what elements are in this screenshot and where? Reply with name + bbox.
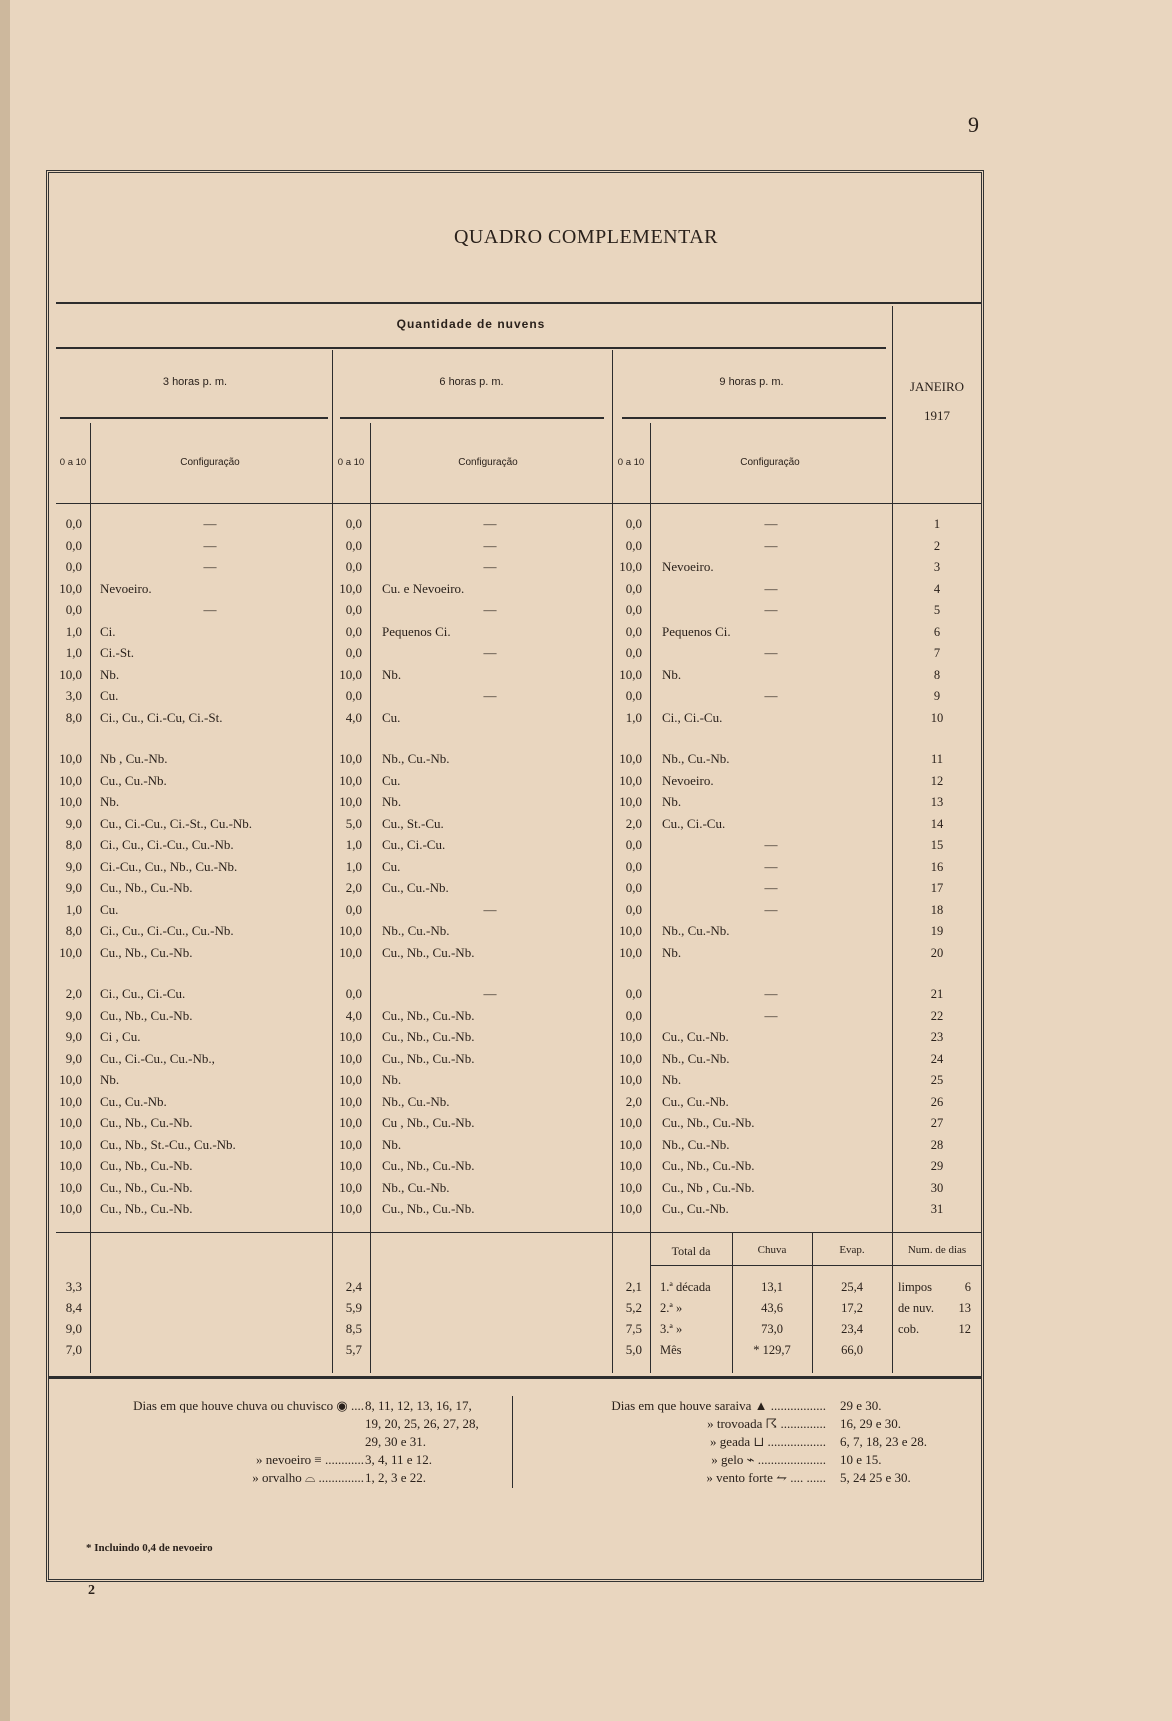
cloud-config-6h: Nb., Cu.-Nb. — [382, 751, 450, 766]
cloud-config-6h: Cu., Nb., Cu.-Nb. — [382, 944, 475, 960]
cloud-config-3h: Nb. — [100, 666, 120, 682]
day-number: 21 — [930, 987, 944, 1001]
cloud-amount-3h: 0,0 — [65, 516, 82, 531]
cloud-config-6h: — — [483, 986, 497, 1001]
cloud-config-6h: Nb. — [382, 1072, 402, 1087]
cloud-amount-9h: 0,0 — [625, 1007, 642, 1023]
cloud-amount-6h: 10,0 — [339, 923, 362, 938]
cloud-config-9h: — — [764, 986, 778, 1001]
cloud-amount-9h: 0,0 — [625, 623, 642, 639]
cloud-config-3h: Cu., Nb., Cu.-Nb. — [100, 880, 193, 895]
cloud-config-3h: Ci.-Cu., Cu., Nb., Cu.-Nb. — [100, 858, 238, 874]
cloud-amount-9h: 10,0 — [619, 1115, 642, 1130]
cloud-amount-3h: 10,0 — [59, 1115, 82, 1130]
cloud-config-9h: — — [764, 688, 778, 703]
cloud-config-3h: Nb. — [100, 794, 120, 809]
cloud-amount-3h: 1,0 — [65, 645, 82, 660]
cloud-config-3h: — — [203, 559, 217, 574]
cloud-amount-9h: 0,0 — [625, 516, 642, 531]
cloud-amount-6h: 10,0 — [339, 1115, 362, 1130]
cloud-amount-6h: 10,0 — [339, 1072, 362, 1087]
cloud-amount-6h: 10,0 — [339, 580, 362, 596]
scale-header-6h: 0 a 10 — [337, 457, 365, 468]
cloud-config-9h: Pequenos Ci. — [662, 623, 731, 639]
cloud-amount-3h: 3,0 — [65, 688, 82, 703]
cloud-amount-9h: 0,0 — [625, 986, 642, 1001]
cloud-amount-9h: 1,0 — [625, 709, 642, 725]
cloud-amount-9h: 10,0 — [619, 944, 642, 960]
page-number: 9 — [968, 112, 979, 137]
cloud-config-6h: Nb. — [382, 794, 402, 809]
cloud-config-9h: Nb., Cu.-Nb. — [662, 1050, 730, 1066]
cloud-config-6h: — — [483, 688, 497, 703]
cloud-config-9h: Nevoeiro. — [662, 772, 714, 788]
cloud-amount-6h: 10,0 — [339, 944, 362, 960]
cloud-config-3h: Nevoeiro. — [100, 580, 152, 596]
dias-label: cob. — [898, 1322, 920, 1336]
cloud-config-9h: Cu., Cu.-Nb. — [662, 1029, 729, 1044]
cloud-amount-3h: 1,0 — [65, 901, 82, 917]
cloud-amount-3h: 10,0 — [59, 1136, 82, 1152]
cloud-config-6h: Cu. — [382, 772, 401, 788]
cloud-config-6h: Cu., Ci.-Cu. — [382, 837, 446, 852]
cloud-amount-6h: 0,0 — [345, 559, 362, 574]
day-number: 5 — [933, 603, 941, 617]
footer-right-value: 5, 24 25 e 30. — [840, 1470, 911, 1485]
period-rule-3h — [60, 417, 328, 419]
footer-right-label: » vento forte ⥊ .... ...... — [706, 1470, 826, 1485]
cloud-config-9h: Nb. — [662, 666, 682, 682]
cloud-config-3h: Cu., Nb., Cu.-Nb. — [100, 1007, 193, 1023]
cloud-amount-9h: 10,0 — [619, 1136, 642, 1152]
cloud-config-6h: Cu. — [382, 858, 401, 874]
cloud-amount-9h: 10,0 — [619, 1179, 642, 1195]
day-number: 22 — [930, 1008, 944, 1023]
cloud-amount-3h: 10,0 — [59, 1093, 82, 1109]
footer-right-value: 10 e 15. — [840, 1452, 882, 1467]
cloud-amount-6h: 0,0 — [345, 516, 362, 531]
cloud-config-3h: Ci , Cu. — [100, 1029, 141, 1044]
day-number: 4 — [933, 581, 941, 596]
cloud-config-3h: Cu., Nb., Cu.-Nb. — [100, 1179, 193, 1195]
chuva-value: 73,0 — [761, 1322, 783, 1336]
cloud-amount-3h: 10,0 — [59, 944, 82, 960]
cloud-config-3h: Cu. — [100, 901, 119, 917]
day-number: 18 — [930, 902, 944, 917]
summary-header-total: Total da — [671, 1244, 711, 1258]
scale-header-3h: 0 a 10 — [59, 457, 87, 468]
day-number: 8 — [933, 667, 941, 682]
cloud-amount-6h: 10,0 — [339, 772, 362, 788]
cloud-amount-6h: 10,0 — [339, 1179, 362, 1195]
cloud-config-6h: Nb., Cu.-Nb. — [382, 1093, 450, 1109]
day-number: 15 — [930, 838, 944, 852]
cloud-config-6h: Nb., Cu.-Nb. — [382, 923, 450, 938]
cloud-amount-6h: 2,0 — [345, 880, 362, 895]
cloud-amount-9h: 10,0 — [619, 666, 642, 682]
cloud-config-6h: Cu., St.-Cu. — [382, 815, 444, 831]
period-label: 1.ª década — [660, 1280, 711, 1294]
footer-right-value: 16, 29 e 30. — [840, 1416, 902, 1431]
cloud-config-9h: Ci., Ci.-Cu. — [662, 709, 723, 725]
cloud-config-9h: — — [764, 645, 778, 660]
dias-label: limpos — [898, 1280, 933, 1294]
cloud-amount-9h: 2,0 — [625, 815, 642, 831]
cloud-config-6h: Cu , Nb., Cu.-Nb. — [382, 1115, 475, 1130]
cloud-config-6h: Pequenos Ci. — [382, 623, 451, 639]
cloud-amount-6h: 1,0 — [345, 837, 362, 852]
cloud-amount-9h: 10,0 — [619, 1050, 642, 1066]
day-number: 26 — [930, 1094, 944, 1109]
day-number: 20 — [930, 945, 944, 960]
footer-right-value: 6, 7, 18, 23 e 28. — [840, 1434, 928, 1449]
cloud-config-3h: Cu., Ci.-Cu., Cu.-Nb., — [100, 1050, 215, 1066]
mean-9h: 2,1 — [625, 1279, 642, 1294]
footer-left-value: 3, 4, 11 e 12. — [365, 1452, 433, 1467]
cloud-config-3h: Cu., Cu.-Nb. — [100, 1093, 167, 1109]
cloud-config-3h: Cu., Nb., Cu.-Nb. — [100, 1201, 193, 1216]
period-label: 3.ª » — [660, 1322, 683, 1336]
cloud-config-9h: Cu., Ci.-Cu. — [662, 815, 726, 831]
day-number: 13 — [930, 795, 944, 809]
cloud-config-9h: Nb., Cu.-Nb. — [662, 1136, 730, 1152]
cloud-config-3h: Nb. — [100, 1072, 120, 1087]
cloud-config-6h: Cu., Nb., Cu.-Nb. — [382, 1201, 475, 1216]
cloud-amount-9h: 0,0 — [625, 602, 642, 617]
cloud-config-9h: Cu., Nb , Cu.-Nb. — [662, 1179, 755, 1195]
cloud-amount-9h: 10,0 — [619, 794, 642, 809]
summary-header-evap: Evap. — [839, 1244, 865, 1256]
cloud-amount-6h: 0,0 — [345, 688, 362, 703]
cloud-config-3h: Cu., Nb., St.-Cu., Cu.-Nb. — [100, 1136, 236, 1152]
cloud-config-3h: Ci., Cu., Ci.-Cu., Cu.-Nb. — [100, 923, 234, 938]
chuva-value: * 129,7 — [753, 1343, 791, 1357]
mean-3h: 3,3 — [65, 1279, 82, 1294]
cloud-amount-3h: 10,0 — [59, 580, 82, 596]
cloud-config-6h: — — [483, 537, 497, 553]
col-rule-3 — [370, 423, 371, 1373]
scale-header-9h: 0 a 10 — [617, 457, 645, 468]
period-label: Mês — [660, 1343, 682, 1357]
period-rule-9h — [622, 417, 886, 419]
cloud-amount-3h: 2,0 — [65, 986, 82, 1001]
cloud-config-6h: — — [483, 602, 497, 617]
cloud-amount-6h: 0,0 — [345, 602, 362, 617]
cloud-amount-3h: 10,0 — [59, 1158, 82, 1173]
cloud-config-6h: Nb. — [382, 1136, 402, 1152]
footer-right-value: 29 e 30. — [840, 1398, 882, 1413]
cloud-amount-3h: 10,0 — [59, 1072, 82, 1087]
mean-9h: 5,2 — [625, 1300, 642, 1315]
day-number: 31 — [930, 1202, 944, 1216]
cloud-amount-3h: 9,0 — [65, 1050, 82, 1066]
cloud-config-9h: — — [764, 516, 778, 531]
cloud-config-6h: Nb., Cu.-Nb. — [382, 1179, 450, 1195]
cloud-config-3h: Cu., Ci.-Cu., Ci.-St., Cu.-Nb. — [100, 815, 253, 831]
cloud-config-6h: — — [483, 645, 497, 660]
mean-9h: 7,5 — [625, 1321, 642, 1336]
cloud-config-9h: Nb. — [662, 1072, 682, 1087]
day-number: 14 — [930, 816, 944, 831]
cloud-amount-3h: 0,0 — [65, 537, 82, 553]
cloud-config-9h: Nb., Cu.-Nb. — [662, 751, 730, 766]
cloud-config-9h: Nb. — [662, 944, 682, 960]
cloud-amount-6h: 4,0 — [345, 1007, 362, 1023]
cloud-amount-6h: 10,0 — [339, 1136, 362, 1152]
cloud-amount-9h: 10,0 — [619, 1029, 642, 1044]
cloud-amount-3h: 8,0 — [65, 709, 82, 725]
cloud-amount-9h: 10,0 — [619, 1072, 642, 1087]
cloud-amount-3h: 10,0 — [59, 751, 82, 766]
cloud-config-3h: Cu. — [100, 688, 119, 703]
cloud-amount-3h: 10,0 — [59, 794, 82, 809]
cloud-amount-3h: 8,0 — [65, 923, 82, 938]
day-number: 12 — [930, 773, 944, 788]
col-rule-1 — [90, 423, 91, 1373]
footer-rule — [49, 1376, 981, 1379]
cloud-amount-3h: 0,0 — [65, 602, 82, 617]
cloud-config-9h: — — [764, 602, 778, 617]
cloud-config-3h: Cu., Nb., Cu.-Nb. — [100, 944, 193, 960]
dias-value: 6 — [964, 1280, 971, 1294]
footer-left-value: 19, 20, 25, 26, 27, 28, — [365, 1416, 479, 1431]
cloud-amount-6h: 0,0 — [345, 986, 362, 1001]
mean-3h: 9,0 — [65, 1321, 82, 1336]
cloud-amount-9h: 10,0 — [619, 923, 642, 938]
cloud-config-9h: Nb., Cu.-Nb. — [662, 923, 730, 938]
day-number: 28 — [930, 1137, 944, 1152]
footer-left-value: 1, 2, 3 e 22. — [365, 1470, 427, 1485]
cloud-amount-6h: 10,0 — [339, 1093, 362, 1109]
footer-left-value: 8, 11, 12, 13, 16, 17, — [365, 1398, 472, 1413]
cloud-amount-6h: 4,0 — [345, 709, 362, 725]
footer-left-label: » orvalho ⌓ .............. — [252, 1470, 364, 1485]
dias-label: de nuv. — [898, 1301, 934, 1315]
day-number: 27 — [930, 1116, 944, 1130]
cloud-amount-6h: 0,0 — [345, 901, 362, 917]
chuva-value: 43,6 — [761, 1301, 783, 1315]
cloud-amount-3h: 9,0 — [65, 1007, 82, 1023]
dias-value: 12 — [958, 1322, 971, 1336]
evap-value: 23,4 — [841, 1322, 863, 1336]
cloud-amount-6h: 10,0 — [339, 1050, 362, 1066]
cloud-config-9h: — — [764, 580, 778, 596]
cloud-config-9h: Cu., Cu.-Nb. — [662, 1201, 729, 1216]
cloud-config-3h: Cu., Nb., Cu.-Nb. — [100, 1158, 193, 1173]
day-number: 7 — [933, 646, 941, 660]
header-rule-top — [56, 302, 981, 304]
cloud-config-9h: Cu., Nb., Cu.-Nb. — [662, 1158, 755, 1173]
cloud-config-9h: Nevoeiro. — [662, 559, 714, 574]
period-label: 2.ª » — [660, 1301, 683, 1315]
cloud-config-3h: Nb , Cu.-Nb. — [100, 751, 168, 766]
cloud-amount-3h: 10,0 — [59, 772, 82, 788]
cloud-amount-3h: 9,0 — [65, 858, 82, 874]
cloud-amount-9h: 10,0 — [619, 1201, 642, 1216]
cloud-amount-6h: 0,0 — [345, 645, 362, 660]
cloud-amount-9h: 0,0 — [625, 645, 642, 660]
footer-number: 2 — [88, 1583, 95, 1598]
cloud-config-6h: — — [483, 516, 497, 531]
day-number: 17 — [930, 881, 944, 895]
cloud-config-3h: Ci., Cu., Ci.-Cu. — [100, 986, 186, 1001]
mean-6h: 5,9 — [345, 1300, 362, 1315]
cloud-config-6h: Cu., Nb., Cu.-Nb. — [382, 1007, 475, 1023]
cloud-config-9h: Nb. — [662, 794, 682, 809]
cloud-config-9h: Cu., Nb., Cu.-Nb. — [662, 1115, 755, 1130]
cloud-config-6h: Cu. — [382, 709, 401, 725]
cloud-amount-3h: 8,0 — [65, 837, 82, 852]
cloud-config-3h: Cu., Cu.-Nb. — [100, 772, 167, 788]
cloud-config-9h: — — [764, 1007, 778, 1023]
cloud-amount-6h: 0,0 — [345, 623, 362, 639]
group-rule — [56, 347, 886, 349]
cloud-amount-3h: 1,0 — [65, 623, 82, 639]
cloud-config-9h: — — [764, 537, 778, 553]
period-6h: 6 horas p. m. — [439, 376, 504, 388]
day-number: 25 — [930, 1073, 944, 1087]
footer-right-label: Dias em que houve saraiva ▲ ................. — [611, 1398, 826, 1413]
mean-3h: 8,4 — [65, 1300, 82, 1315]
cloud-amount-6h: 10,0 — [339, 794, 362, 809]
cloud-config-3h: — — [203, 516, 217, 531]
cloud-amount-3h: 10,0 — [59, 1201, 82, 1216]
footnote: * Incluindo 0,4 de nevoeiro — [86, 1542, 213, 1554]
mean-9h: 5,0 — [625, 1342, 642, 1357]
cloud-amount-3h: 0,0 — [65, 559, 82, 574]
config-header-3h: Configuração — [180, 457, 240, 468]
footer-left-label: » nevoeiro ≡ ............ — [255, 1452, 364, 1467]
cloud-amount-6h: 10,0 — [339, 666, 362, 682]
dias-value: 13 — [958, 1301, 971, 1315]
day-number: 3 — [933, 560, 941, 574]
cloud-amount-6h: 1,0 — [345, 858, 362, 874]
summary-header-dias: Num. de dias — [907, 1244, 967, 1256]
cloud-amount-6h: 5,0 — [345, 815, 362, 831]
cloud-amount-9h: 0,0 — [625, 837, 642, 852]
cloud-amount-9h: 0,0 — [625, 880, 642, 895]
summary-rule — [56, 1232, 981, 1233]
chuva-value: 13,1 — [761, 1280, 783, 1294]
day-number: 19 — [930, 924, 944, 938]
cloud-config-6h: — — [483, 901, 497, 917]
cloud-config-6h: Nb. — [382, 666, 402, 682]
cloud-amount-9h: 10,0 — [619, 772, 642, 788]
cloud-amount-6h: 10,0 — [339, 1201, 362, 1216]
mean-6h: 5,7 — [345, 1342, 362, 1357]
cloud-amount-3h: 10,0 — [59, 666, 82, 682]
day-number: 24 — [930, 1051, 944, 1066]
cloud-config-9h: Cu., Cu.-Nb. — [662, 1093, 729, 1109]
cloud-amount-9h: 2,0 — [625, 1093, 642, 1109]
cloud-amount-9h: 10,0 — [619, 559, 642, 574]
cloud-amount-3h: 9,0 — [65, 815, 82, 831]
cloud-config-6h: — — [483, 559, 497, 574]
footer-left-label: Dias em que houve chuva ou chuvisco ◉ .... — [133, 1398, 364, 1413]
day-number: 16 — [930, 859, 944, 874]
cloud-amount-9h: 0,0 — [625, 858, 642, 874]
cloud-config-3h: Ci., Cu., Ci.-Cu, Ci.-St. — [100, 709, 223, 725]
config-header-6h: Configuração — [458, 457, 518, 468]
footer-divider — [512, 1396, 513, 1488]
cloud-config-3h: — — [203, 537, 217, 553]
day-number: 9 — [933, 689, 941, 703]
day-number: 6 — [933, 624, 941, 639]
day-number: 30 — [930, 1180, 944, 1195]
cloud-config-9h: — — [764, 901, 778, 917]
day-number: 23 — [930, 1030, 944, 1044]
day-number: 1 — [933, 517, 941, 531]
cloud-config-3h: Ci.-St. — [100, 645, 134, 660]
evap-value: 17,2 — [841, 1301, 863, 1315]
footer-right-label: » trovoada ☈ .............. — [707, 1416, 826, 1431]
day-number: 2 — [933, 538, 941, 553]
cloud-config-9h: — — [764, 880, 778, 895]
mean-3h: 7,0 — [65, 1342, 82, 1357]
cloud-amount-9h: 0,0 — [625, 901, 642, 917]
cloud-amount-6h: 10,0 — [339, 751, 362, 766]
year-label: 1917 — [924, 408, 950, 423]
cloud-amount-3h: 9,0 — [65, 880, 82, 895]
cloud-amount-9h: 0,0 — [625, 580, 642, 596]
cloud-config-6h: Cu., Cu.-Nb. — [382, 880, 449, 895]
cloud-config-3h: Ci. — [100, 623, 116, 639]
cloud-config-9h: — — [764, 837, 778, 852]
day-number: 10 — [930, 710, 944, 725]
cloud-amount-6h: 10,0 — [339, 1158, 362, 1173]
footer-right-label: » geada ⊔ .................. — [710, 1434, 826, 1449]
cloud-config-6h: Cu., Nb., Cu.-Nb. — [382, 1029, 475, 1044]
cloud-config-3h: — — [203, 602, 217, 617]
cloud-config-6h: Cu., Nb., Cu.-Nb. — [382, 1050, 475, 1066]
cloud-amount-3h: 9,0 — [65, 1029, 82, 1044]
cloud-config-3h: Cu., Nb., Cu.-Nb. — [100, 1115, 193, 1130]
evap-value: 25,4 — [841, 1280, 863, 1294]
cloud-config-6h: Cu., Nb., Cu.-Nb. — [382, 1158, 475, 1173]
cloud-amount-6h: 0,0 — [345, 537, 362, 553]
mean-6h: 8,5 — [345, 1321, 362, 1336]
day-number: 11 — [930, 752, 944, 766]
period-9h: 9 horas p. m. — [719, 376, 784, 388]
period-rule-6h — [340, 417, 604, 419]
cloud-amount-9h: 0,0 — [625, 688, 642, 703]
config-header-9h: Configuração — [740, 457, 800, 468]
summary-header-chuva: Chuva — [757, 1244, 787, 1256]
period-3h: 3 horas p. m. — [162, 376, 228, 388]
cloud-amount-9h: 10,0 — [619, 751, 642, 766]
page-title: QUADRO COMPLEMENTAR — [453, 226, 719, 248]
cloud-amount-9h: 10,0 — [619, 1158, 642, 1173]
group-header: Quantidade de nuvens — [396, 317, 546, 331]
mean-6h: 2,4 — [345, 1279, 362, 1294]
footer-left-value: 29, 30 e 31. — [365, 1434, 427, 1449]
cloud-config-6h: Cu. e Nevoeiro. — [382, 580, 465, 596]
day-number: 29 — [930, 1159, 944, 1173]
footer-right-label: » gelo ⌁ ..................... — [711, 1452, 826, 1467]
summary-header-rule — [650, 1265, 981, 1266]
header-rule-bottom — [56, 503, 981, 504]
cloud-amount-3h: 10,0 — [59, 1179, 82, 1195]
cloud-config-9h: — — [764, 858, 778, 874]
month-label: JANEIRO — [909, 379, 965, 394]
cloud-amount-6h: 10,0 — [339, 1029, 362, 1044]
cloud-amount-9h: 0,0 — [625, 537, 642, 553]
cloud-config-3h: Ci., Cu., Ci.-Cu., Cu.-Nb. — [100, 837, 234, 852]
col-rule-5 — [650, 423, 651, 1373]
page-edge — [0, 0, 10, 1721]
evap-value: 66,0 — [841, 1343, 863, 1357]
